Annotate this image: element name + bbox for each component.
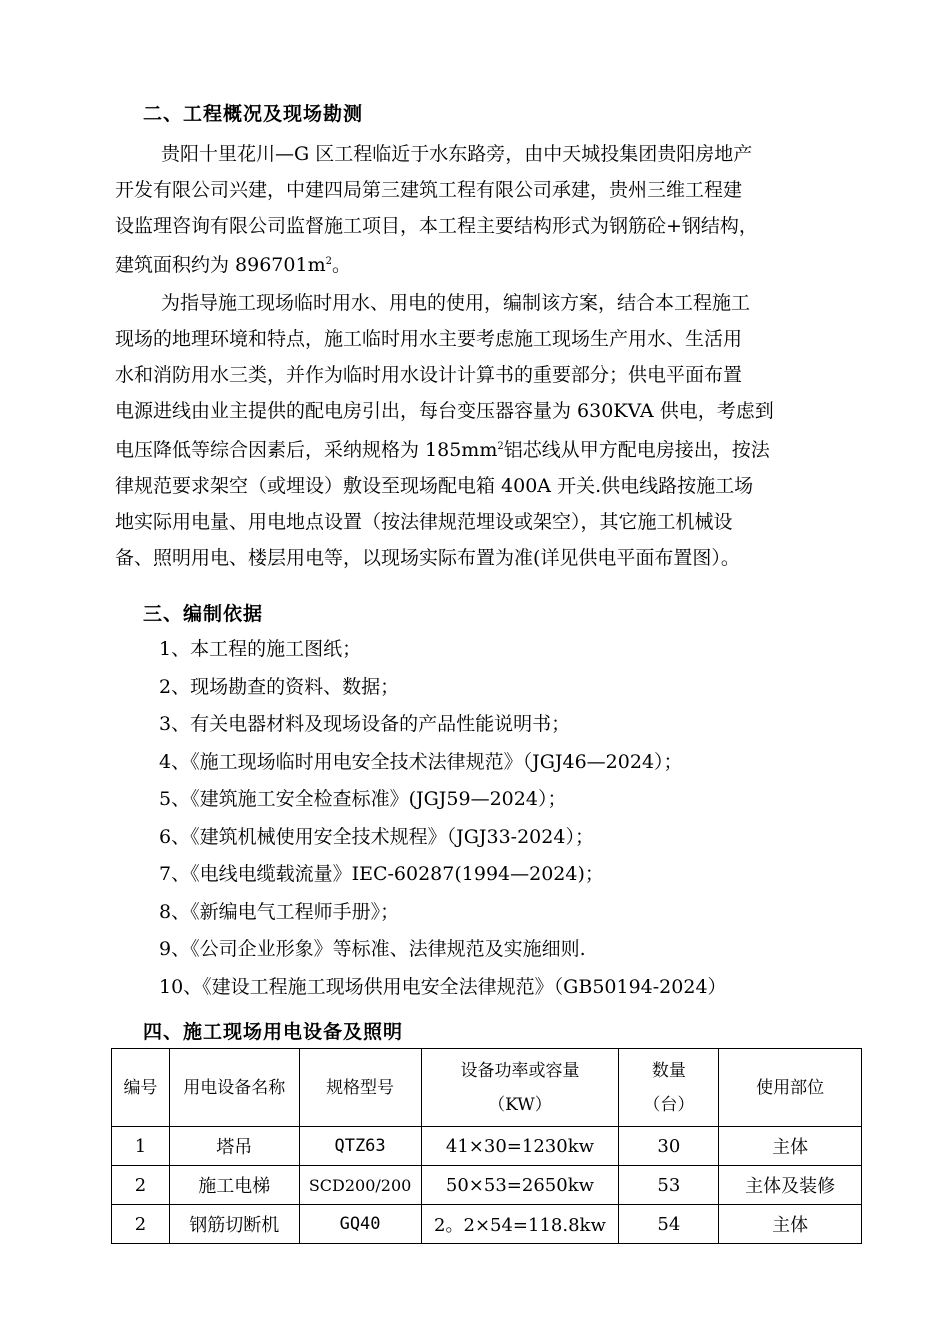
paragraph-line: 电源进线由业主提供的配电房引出，每台变压器容量为 630KVA 供电，考虑到 bbox=[115, 400, 774, 422]
cell-model: SCD200/200 bbox=[299, 1166, 421, 1205]
table-row bbox=[112, 1127, 862, 1166]
cable-spec-text-rest: 铝芯线从甲方配电房接出，按法 bbox=[503, 439, 770, 461]
area-text: 建筑面积约为 896701m bbox=[115, 254, 326, 276]
cell-equipment-name: 施工电梯 bbox=[169, 1166, 299, 1205]
cell-power: 50×53=2650kw bbox=[421, 1166, 619, 1205]
paragraph-line: 水和消防用水三类，并作为临时用水设计计算书的重要部分；供电平面布置 bbox=[115, 364, 743, 386]
cell-location: 主体及装修 bbox=[719, 1166, 862, 1205]
paragraph-line: 备、照明用电、楼层用电等，以现场实际布置为准(详见供电平面布置图）。 bbox=[115, 547, 740, 569]
paragraph-line: 设监理咨询有限公司监督施工项目，本工程主要结构形式为钢筋砼+钢结构， bbox=[115, 215, 758, 237]
cell-number: 2 bbox=[112, 1166, 170, 1205]
cell-equipment-name: 塔吊 bbox=[169, 1127, 299, 1166]
header-power-line1: 设备功率或容量 bbox=[460, 1060, 580, 1081]
list-item: 2、现场勘查的资料、数据； bbox=[159, 675, 400, 698]
header-quantity bbox=[619, 1049, 719, 1127]
project-overview-paragraph bbox=[115, 136, 867, 283]
header-location: 使用部位 bbox=[719, 1049, 862, 1127]
header-number: 编号 bbox=[112, 1049, 170, 1127]
table-row bbox=[112, 1205, 862, 1244]
superscript: 2 bbox=[497, 441, 504, 452]
paragraph-line: 律规范要求架空（或埋设）敷设至现场配电箱 400A 开关.供电线路按施工场 bbox=[115, 475, 754, 497]
section-2-heading: 二、工程概况及现场勘测 bbox=[143, 103, 364, 125]
paragraph-line: 地实际用电量、用电地点设置（按法律规范埋设或架空），其它施工机械设 bbox=[115, 511, 733, 533]
cell-quantity: 30 bbox=[619, 1127, 719, 1166]
cell-number: 2 bbox=[112, 1205, 170, 1244]
list-item: 7、《电线电缆载流量》IEC-60287(1994—2024)； bbox=[159, 863, 604, 885]
superscript: 2 bbox=[325, 256, 332, 267]
list-item: 6、《建筑机械使用安全技术规程》（JGJ33-2024）； bbox=[159, 825, 594, 848]
table-header-row bbox=[112, 1049, 862, 1127]
paragraph-line: 贵阳十里花川—G 区工程临近于水东路旁，由中天城投集团贵阳房地产 bbox=[161, 143, 753, 165]
cable-spec-text: 电压降低等综合因素后，采纳规格为 185mm bbox=[115, 439, 498, 461]
cell-location: 主体 bbox=[719, 1127, 862, 1166]
table-row bbox=[112, 1166, 862, 1205]
cell-location: 主体 bbox=[719, 1205, 862, 1244]
section-4-heading: 四、施工现场用电设备及照明 bbox=[143, 1021, 404, 1043]
paragraph-line bbox=[115, 429, 867, 468]
list-item: 3、有关电器材料及现场设备的产品性能说明书； bbox=[159, 713, 571, 735]
cell-model: QTZ63 bbox=[299, 1127, 421, 1166]
list-item: 9、《公司企业形象》等标准、法律规范及实施细则. bbox=[159, 938, 586, 960]
period-text: 。 bbox=[331, 254, 351, 276]
cell-quantity: 53 bbox=[619, 1166, 719, 1205]
power-plan-paragraph bbox=[115, 285, 867, 576]
list-item: 10、《建设工程施工现场供用电安全法律规范》（GB50194-2024） bbox=[159, 975, 727, 998]
header-power-line2: （KW） bbox=[488, 1094, 552, 1115]
list-item: 4、《施工现场临时用电安全技术法律规范》（JGJ46—2024）； bbox=[159, 750, 683, 773]
cell-number: 1 bbox=[112, 1127, 170, 1166]
basis-list bbox=[159, 631, 727, 1006]
paragraph-line bbox=[115, 244, 867, 283]
cell-model: GQ40 bbox=[299, 1205, 421, 1244]
header-power bbox=[421, 1049, 619, 1127]
section-3-heading: 三、编制依据 bbox=[143, 603, 264, 625]
header-quantity-line1: 数量 bbox=[651, 1060, 686, 1081]
header-model: 规格型号 bbox=[299, 1049, 421, 1127]
cell-power: 2。2×54=118.8kw bbox=[421, 1205, 619, 1244]
cell-equipment-name: 钢筋切断机 bbox=[169, 1205, 299, 1244]
list-item: 1、本工程的施工图纸； bbox=[159, 638, 362, 660]
cell-quantity: 54 bbox=[619, 1205, 719, 1244]
equipment-table bbox=[111, 1048, 862, 1244]
list-item: 5、《建筑施工安全检查标准》(JGJ59—2024）； bbox=[159, 788, 567, 810]
list-item: 8、《新编电气工程师手册》； bbox=[159, 900, 400, 923]
cell-power: 41×30=1230kw bbox=[421, 1127, 619, 1166]
paragraph-line: 现场的地理环境和特点，施工临时用水主要考虑施工现场生产用水、生活用 bbox=[115, 328, 743, 350]
header-equipment-name: 用电设备名称 bbox=[169, 1049, 299, 1127]
header-quantity-line2: （台） bbox=[643, 1094, 695, 1115]
paragraph-line: 开发有限公司兴建，中建四局第三建筑工程有限公司承建，贵州三维工程建 bbox=[115, 179, 743, 201]
paragraph-line: 为指导施工现场临时用水、用电的使用，编制该方案，结合本工程施工 bbox=[161, 292, 751, 314]
